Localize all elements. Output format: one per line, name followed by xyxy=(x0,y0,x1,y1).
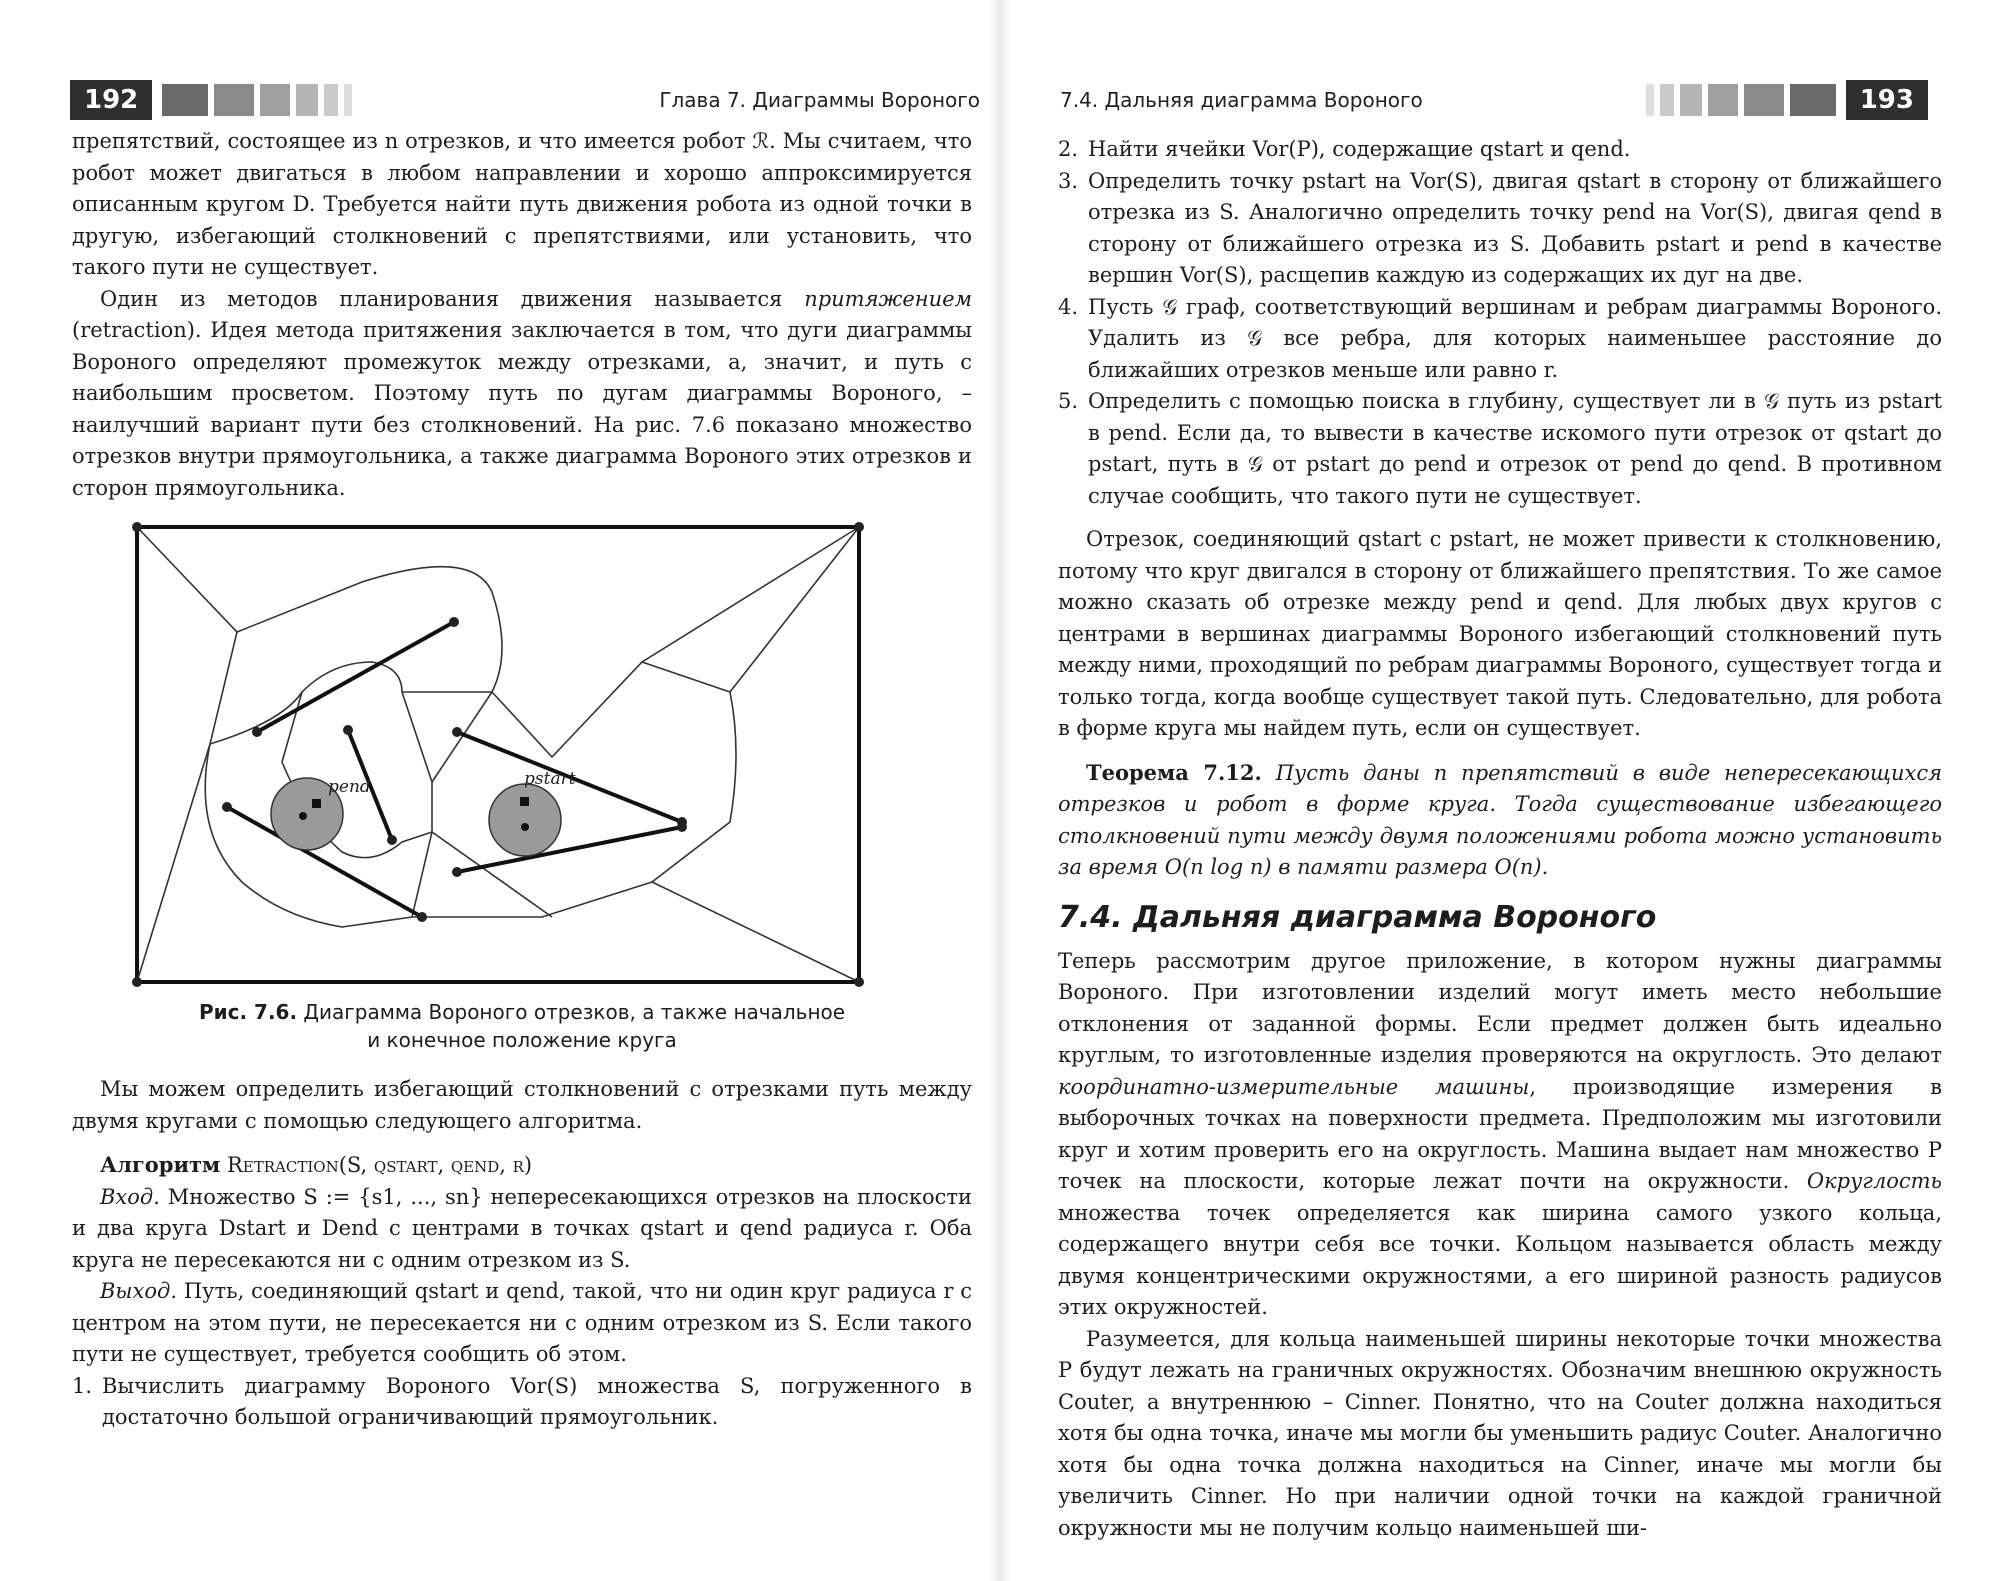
running-head: 7.4. Дальняя диаграмма Вороного xyxy=(1060,88,1423,112)
list-item: 2. Найти ячейки Vor(P), содержащие qstart и qend. xyxy=(1058,137,1631,161)
figure-caption: Рис. 7.6. Диаграмма Вороного отрезков, а также начальное и конечное положение круга xyxy=(198,1000,846,1052)
header-decoration xyxy=(1646,84,1836,116)
header-decoration xyxy=(162,84,352,116)
list-item: 3. Определить точку pstart на Vor(S), двигая qstart в сторону от ближайшего отрезка из S. Аналогично определить точку pend на Vor(S), двигая qend в сторону от ближайшего отрезка из S. Добавить pstart и pend в качестве вершин Vor(S), расщепив каждую из содержащих их дуг на две. xyxy=(1058,168,1942,287)
paragraph: Один из методов планирования движения называется притяжением (retraction). Идея метода притяжения заключается в том, что дуги диаграммы Вороного определяют промежуток между отрезками, а, значит, и путь с наибольшим просветом. Поэтому путь по дугам диаграммы Вороного, – наилучший вариант пути без столкновений. На рис. 7.6 показано множество отрезков внутри прямоугольника, а также диаграмма Вороного этих отрезков и сторон прямоугольника. xyxy=(72,286,972,500)
paragraph: Разумеется, для кольца наименьшей ширины некоторые точки множества P будут лежать на граничных окружностях. Обозначим внешнюю окружность Couter, а внутреннюю – Cinner. Понятно, что на Couter должна находиться хотя бы одна точка, иначе мы могли бы уменьшить радиус Couter. Аналогично хотя бы одна точка должна находиться на Cinner, иначе мы могли бы увеличить Cinner. Но при наличии одной точки на каждой граничной окружности мы не получим кольцо наименьшей ши- xyxy=(1058,1326,1942,1540)
algorithm-steps xyxy=(1058,134,1942,512)
left-page-header xyxy=(70,78,980,122)
running-head: Глава 7. Диаграммы Вороного xyxy=(659,88,980,112)
voronoi-diagram xyxy=(132,522,912,992)
list-item: 4. Пусть 𝒢 граф, соответствующий вершинам и ребрам диаграммы Вороного. Удалить из 𝒢 все ребра, для которых наименьшее расстояние до ближайших отрезков меньше или равно r. xyxy=(1058,294,1942,382)
paragraph: препятствий, состоящее из n отрезков, и что имеется робот ℛ. Мы считаем, что робот может двигаться в любом направлении и хорошо аппроксимируется описанным кругом D. Требуется найти путь движения робота из одной точки в другую, избегающий столкновений с препятствиями, или установить, что такого пути не существует. xyxy=(72,129,972,279)
paragraph: Отрезок, соединяющий qstart с pstart, не может привести к столкновению, потому что круг двигался в сторону от ближайшего препятствия. То же самое можно сказать об отрезке между pend и qend. Для любых двух кругов с центрами в вершинах диаграммы Вороного избегающий столкновений путь между ними, проходящий по ребрам диаграммы Вороного, существует тогда и только тогда, когда вообще существует такой путь. Следовательно, для робота в форме круга мы найдем путь, если он существует. xyxy=(1058,527,1942,740)
section-title: 7.4. Дальняя диаграмма Вороного xyxy=(1058,899,1657,935)
list-item: 1. Вычислить диаграмму Вороного Vor(S) множества S, погруженного в достаточно большой ограничивающий прямоугольник. xyxy=(72,1373,972,1429)
left-page-body xyxy=(72,126,972,1434)
right-page-header xyxy=(1060,78,1928,122)
right-page xyxy=(1000,0,2000,1581)
algorithm-input: Вход. Множество S := {s1, ..., sn} непересекающихся отрезков на плоскости и два круга Dstart и Dend с центрами в точках qstart и qend радиуса r. Оба круга не пересекаются ни с одним отрезком из S. xyxy=(72,1184,972,1272)
label-pend: pend xyxy=(328,777,371,797)
algorithm-title: Алгоритм Retraction(S, qstart, qend, r) xyxy=(100,1152,533,1177)
algorithm-steps xyxy=(72,1371,972,1434)
algorithm-output: Выход. Путь, соединяющий qstart и qend, такой, что ни один круг радиуса r с центром на этом пути, не пересекается ни с одним отрезком из S. Если такого пути не существует, требуется сообщить об этом. xyxy=(72,1279,972,1366)
page-number: 193 xyxy=(1846,80,1928,120)
page-number: 192 xyxy=(70,80,152,120)
list-item: 5. Определить с помощью поиска в глубину, существует ли в 𝒢 путь из pstart в pend. Если да, то вывести в качестве искомого пути отрезок от qstart до pstart, путь в 𝒢 от pstart до pend и отрезок от pend до qend. В противном случае сообщить, что такого пути не существует. xyxy=(1058,389,1942,508)
label-pstart: pstart xyxy=(524,769,576,789)
disc-start xyxy=(489,784,561,856)
figure-voronoi xyxy=(72,522,972,1062)
paragraph: Мы можем определить избегающий столкновений с отрезками путь между двумя кругами с помощью следующего алгоритма. xyxy=(72,1077,972,1133)
theorem: Теорема 7.12. Пусть даны n препятствий в виде непересекающихся отрезков и робот в форме круга. Тогда существование избегающего столкновений пути между двумя положениями робота можно установить за время O(n log n) в памяти размера O(n). xyxy=(1058,759,1943,879)
paragraph: Теперь рассмотрим другое приложение, в котором нужны диаграммы Вороного. При изготовлении изделий могут иметь место небольшие отклонения от заданной формы. Если предмет должен быть идеально круглым, то изготовленные изделия проверяются на округлость. Это делают координатно-измерительные машины, производящие измерения в выборочных точках на поверхности предмета. Предположим мы изготовили круг и хотим проверить его на округлость. Машина выдает нам множество P точек на плоскости, которые лежат почти на окружности. Округлость множества точек определяется как ширина самого узкого кольца, содержащего внутри себя все точки. Кольцом называется область между двумя концентрическими окружностями, а его шириной разность радиусов этих окружностей. xyxy=(1058,948,1942,1319)
term: притяжением xyxy=(804,286,972,311)
right-page-body xyxy=(1058,134,1942,1544)
